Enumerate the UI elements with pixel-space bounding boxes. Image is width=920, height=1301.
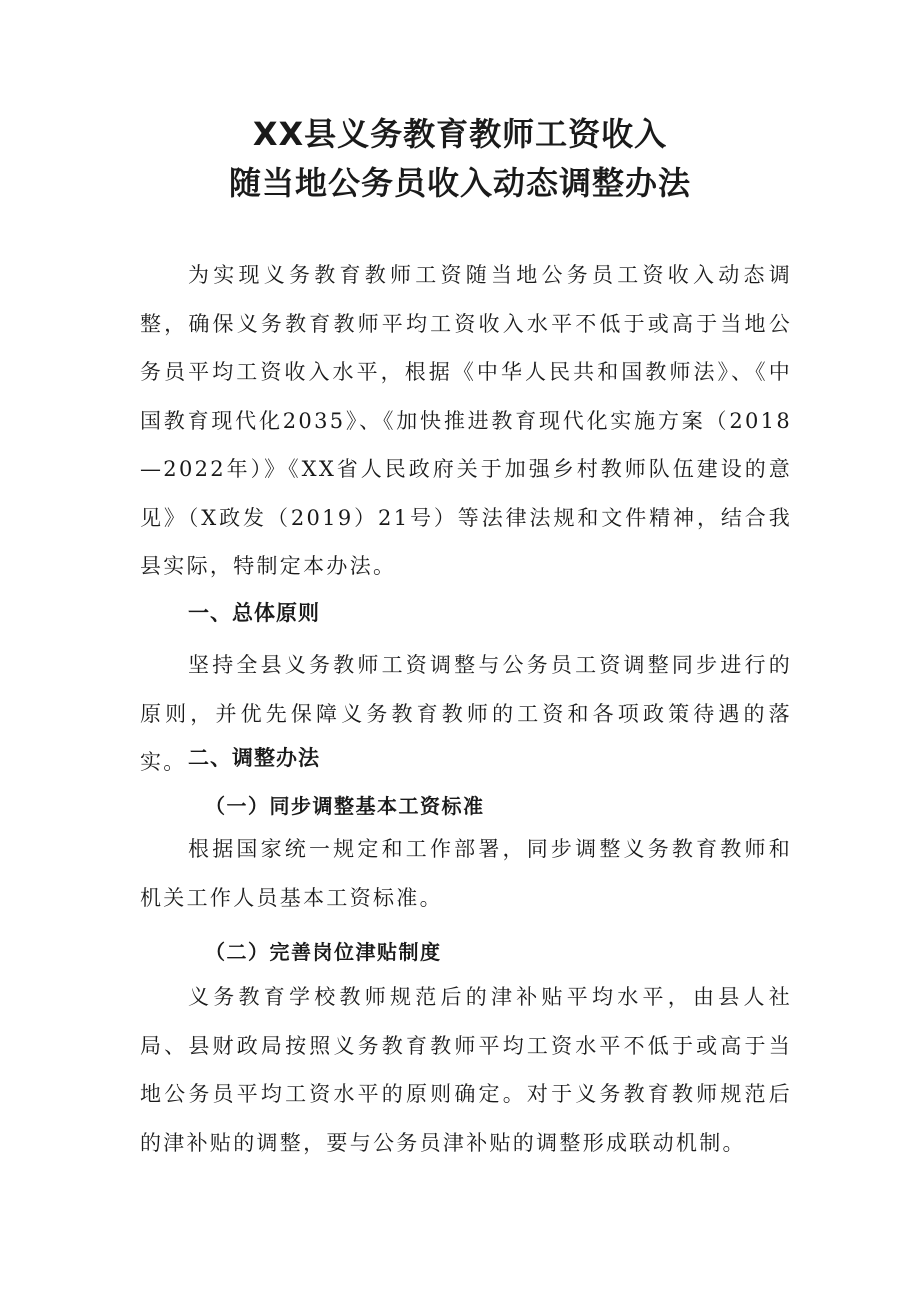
intro-paragraph: 为实现义务教育教师工资随当地公务员工资收入动态调整，确保义务教育教师平均工资收入水平不低于或高于当地公务员平均工资收入水平，根据《中华人民共和国教师法》、《中国教育现代化2035》、《加快推进教育现代化实施方案（2018—2022年）》《XX省人民政府关于加强乡村教师队伍建设的意见》（X政发（2019）21号）等法律法规和文件精神，结合我县实际，特制定本办法。 [140,263,792,578]
document-title-line-2: 随当地公务员收入动态调整办法 [228,164,691,202]
subsection-heading-post-allowance: （二）完善岗位津贴制度 [205,940,442,964]
post-allowance-paragraph: 义务教育学校教师规范后的津补贴平均水平，由县人社局、县财政局按照义务教育教师平均工资水平不低于或高于当地公务员平均工资水平的原则确定。对于义务教育教师规范后的津补贴的调整，要与公务员津补贴的调整形成联动机制。 [140,985,792,1155]
section-heading-adjustment-methods: 二、调整办法 [188,746,320,770]
section-heading-general-principles: 一、总体原则 [188,601,320,625]
subsection-heading-basic-salary: （一）同步调整基本工资标准 [205,794,485,818]
document-title-line-1: XX县义务教育教师工资收入 [252,115,668,153]
general-principles-paragraph: 坚持全县义务教师工资调整与公务员工资调整同步进行的原则，并优先保障义务教育教师的工资和各项政策待遇的落实。 [140,653,792,774]
basic-salary-paragraph: 根据国家统一规定和工作部署，同步调整义务教育教师和机关工作人员基本工资标准。 [140,837,792,910]
